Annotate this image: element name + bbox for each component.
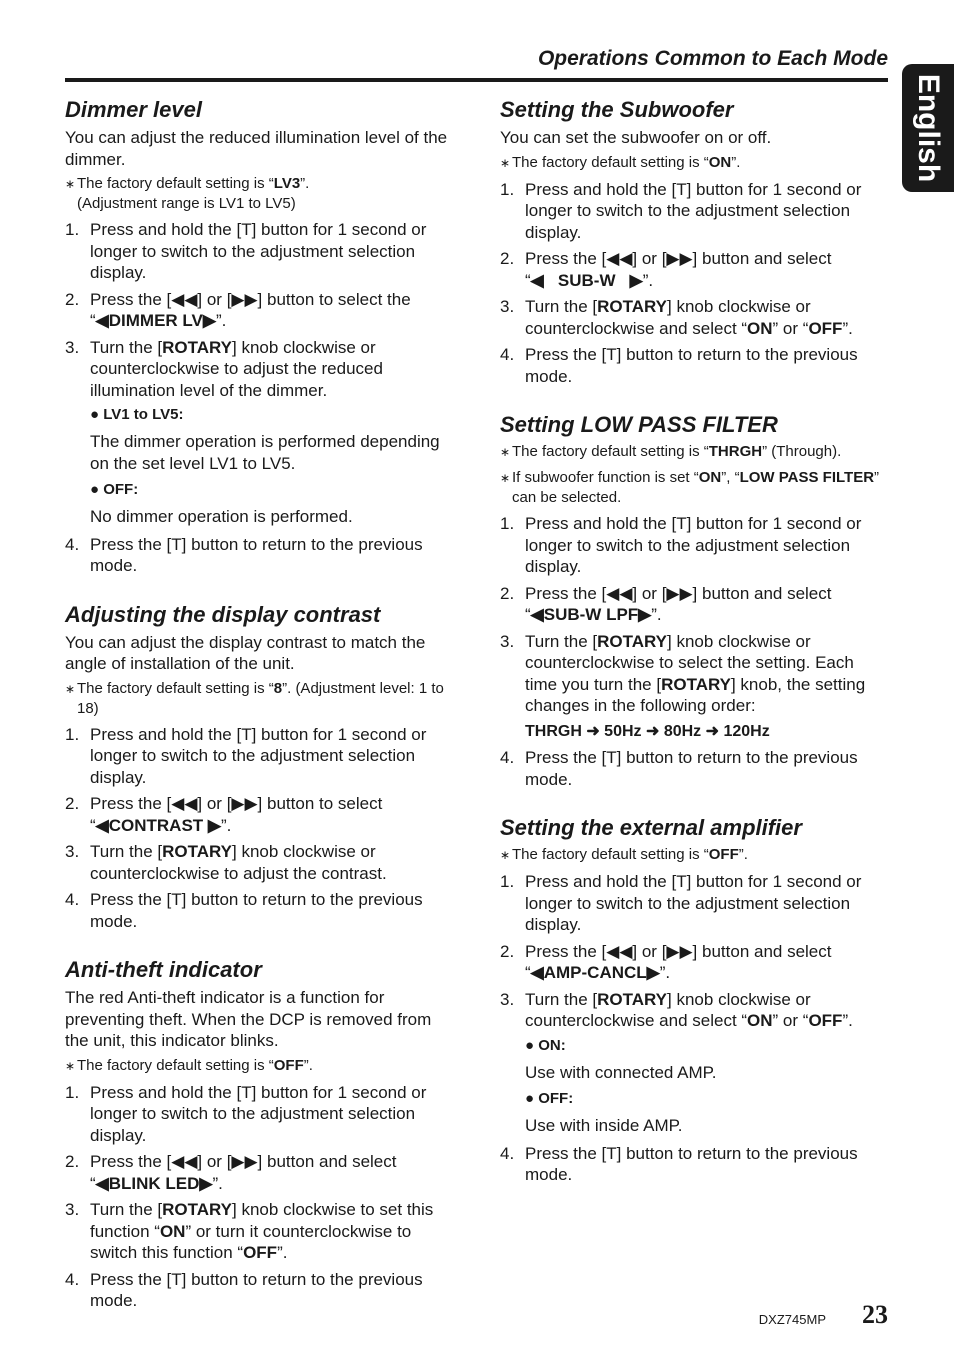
step-2: 2. Press the [◀◀] or [▶▶] button to select “◀CONTRAST ▶”.: [65, 794, 383, 835]
step-4: 4. Press the [T] button to return to the previous mode.: [500, 748, 858, 789]
step-3: 3. Turn the [ROTARY] knob clockwise or counterclockwise to select the setting. Each time you turn the [ROTARY] knob, the setting changes in the following order: THRGH ➜ 50Hz ➜ 80Hz ➜ 120Hz: [500, 631, 890, 743]
section-contrast: [65, 601, 455, 933]
section-title: Setting the Subwoofer: [500, 97, 734, 122]
step-1: 1. Press and hold the [T] button for 1 second or longer to switch to the adjustment selection display.: [500, 514, 862, 576]
step-2: 2. Press the [◀◀] or [▶▶] button and select “◀SUB-W LPF▶”.: [500, 583, 832, 624]
section-amp: [500, 814, 890, 1186]
header-rule: [65, 78, 888, 82]
left-column: [65, 96, 455, 1336]
section-title: Anti-theft indicator: [65, 957, 262, 982]
step-3: 3. Turn the [ROTARY] knob clockwise or counterclockwise and select “ON” or “OFF”. ● ON: Use with connected AMP. ● OFF: Use with inside AMP.: [500, 989, 890, 1137]
step-4: 4. Press the [T] button to return to the previous mode.: [65, 1269, 423, 1310]
steps-list: [65, 1082, 455, 1312]
section-intro: You can adjust the display contrast to match the angle of installation of the unit.: [65, 632, 426, 673]
note: ∗ The factory default setting is “8”. (Adjustment level: 1 to 18): [65, 679, 444, 717]
option-list: [525, 1036, 890, 1137]
section-antitheft: [65, 956, 455, 1312]
step-1: 1. Press and hold the [T] button for 1 second or longer to switch to the adjustment selection display.: [65, 1082, 427, 1145]
page-number: 23: [862, 1300, 888, 1329]
note: ∗ The factory default setting is “OFF”.: [65, 1056, 313, 1074]
step-3: 3. Turn the [ROTARY] knob clockwise or counterclockwise to adjust the contrast.: [65, 842, 387, 883]
steps-list: [65, 724, 455, 933]
steps-list: [65, 219, 455, 577]
note: ∗ The factory default setting is “OFF”.: [500, 846, 748, 863]
steps-list: [500, 871, 890, 1186]
step-3: 3. Turn the [ROTARY] knob clockwise or counterclockwise and select “ON” or “OFF”.: [500, 297, 853, 338]
step-2: 2. Press the [◀◀] or [▶▶] button and select “◀AMP-CANCL▶”.: [500, 941, 832, 982]
page-header: [65, 0, 888, 82]
step-4: 4. Press the [T] button to return to the previous mode.: [500, 345, 858, 386]
model-number: DXZ745MP: [758, 1312, 826, 1327]
note: ∗ The factory default setting is “THRGH” (Through).: [500, 443, 842, 460]
language-tab-label: English: [912, 73, 945, 183]
option-on-desc: Use with connected AMP.: [525, 1062, 717, 1082]
right-column: [500, 96, 890, 1210]
filter-sequence: THRGH ➜ 50Hz ➜ 80Hz ➜ 120Hz: [525, 722, 770, 740]
option-list: [90, 405, 455, 528]
step-2: 2. Press the [◀◀] or [▶▶] button and select “◀ SUB-W ▶”.: [500, 249, 832, 290]
steps-list: [500, 179, 890, 388]
step-2: 2. Press the [◀◀] or [▶▶] button to select the “◀DIMMER LV▶”.: [65, 289, 411, 330]
option-off-desc: Use with inside AMP.: [525, 1116, 683, 1135]
note: ∗ The factory default setting is “ON”.: [500, 153, 741, 171]
step-3: 3. Turn the [ROTARY] knob clockwise to set this function “ON” or turn it counterclockwise to switch this function “OFF”.: [65, 1200, 434, 1262]
option-off: ● OFF:: [525, 1090, 574, 1107]
step-1: 1. Press and hold the [T] button for 1 second or longer to switch to the adjustment selection display.: [65, 724, 427, 787]
step-1: 1. Press and hold the [T] button for 1 second or longer to switch to the adjustment selection display.: [500, 179, 862, 242]
step-4: 4. Press the [T] button to return to the previous mode.: [500, 1143, 858, 1184]
section-title: Setting the external amplifier: [500, 815, 802, 840]
section-title: Dimmer level: [65, 97, 202, 122]
section-lpf: [500, 411, 890, 790]
option-lv: ● LV1 to LV5:: [90, 406, 184, 423]
option-on: ● ON:: [525, 1036, 566, 1054]
section-title: Setting LOW PASS FILTER: [500, 412, 778, 437]
steps-list: [500, 513, 890, 790]
step-1: 1. Press and hold the [T] button for 1 second or longer to switch to the adjustment selection display.: [65, 220, 427, 282]
section-subwoofer: [500, 96, 890, 387]
step-2: 2. Press the [◀◀] or [▶▶] button and select “◀BLINK LED▶”.: [65, 1152, 397, 1193]
section-intro: You can adjust the reduced illumination level of the dimmer.: [65, 128, 448, 169]
step-3: 3. Turn the [ROTARY] knob clockwise or counterclockwise to adjust the reduced illumination level of the dimmer. ● LV1 to LV5: The dimmer operation is performed depending on the set level LV1 to LV5. ● OFF: No dimmer operation is performed.: [65, 337, 455, 528]
option-off-desc: No dimmer operation is performed.: [90, 507, 353, 526]
step-1: 1. Press and hold the [T] button for 1 second or longer to switch to the adjustment selection display.: [500, 872, 862, 934]
section-intro: You can set the subwoofer on or off.: [500, 128, 772, 147]
header-title: Operations Common to Each Mode: [537, 47, 888, 70]
step-4: 4. Press the [T] button to return to the previous mode.: [65, 890, 423, 931]
note: ∗ If subwoofer function is set “ON”, “LOW PASS FILTER” can be selected.: [500, 469, 880, 506]
section-intro: The red Anti-theft indicator is a function for preventing theft. When the DCP is removed from the unit, this indicator blinks.: [65, 988, 432, 1050]
step-4: 4. Press the [T] button to return to the previous mode.: [65, 534, 423, 575]
section-title: Adjusting the display contrast: [65, 601, 381, 627]
option-off: ● OFF:: [90, 481, 139, 498]
option-lv-desc: The dimmer operation is performed depending on the set level LV1 to LV5.: [90, 432, 440, 473]
note: ∗ The factory default setting is “LV3”. (Adjustment range is LV1 to LV5): [65, 175, 310, 212]
language-tab: [902, 64, 954, 192]
section-dimmer: [65, 96, 455, 577]
